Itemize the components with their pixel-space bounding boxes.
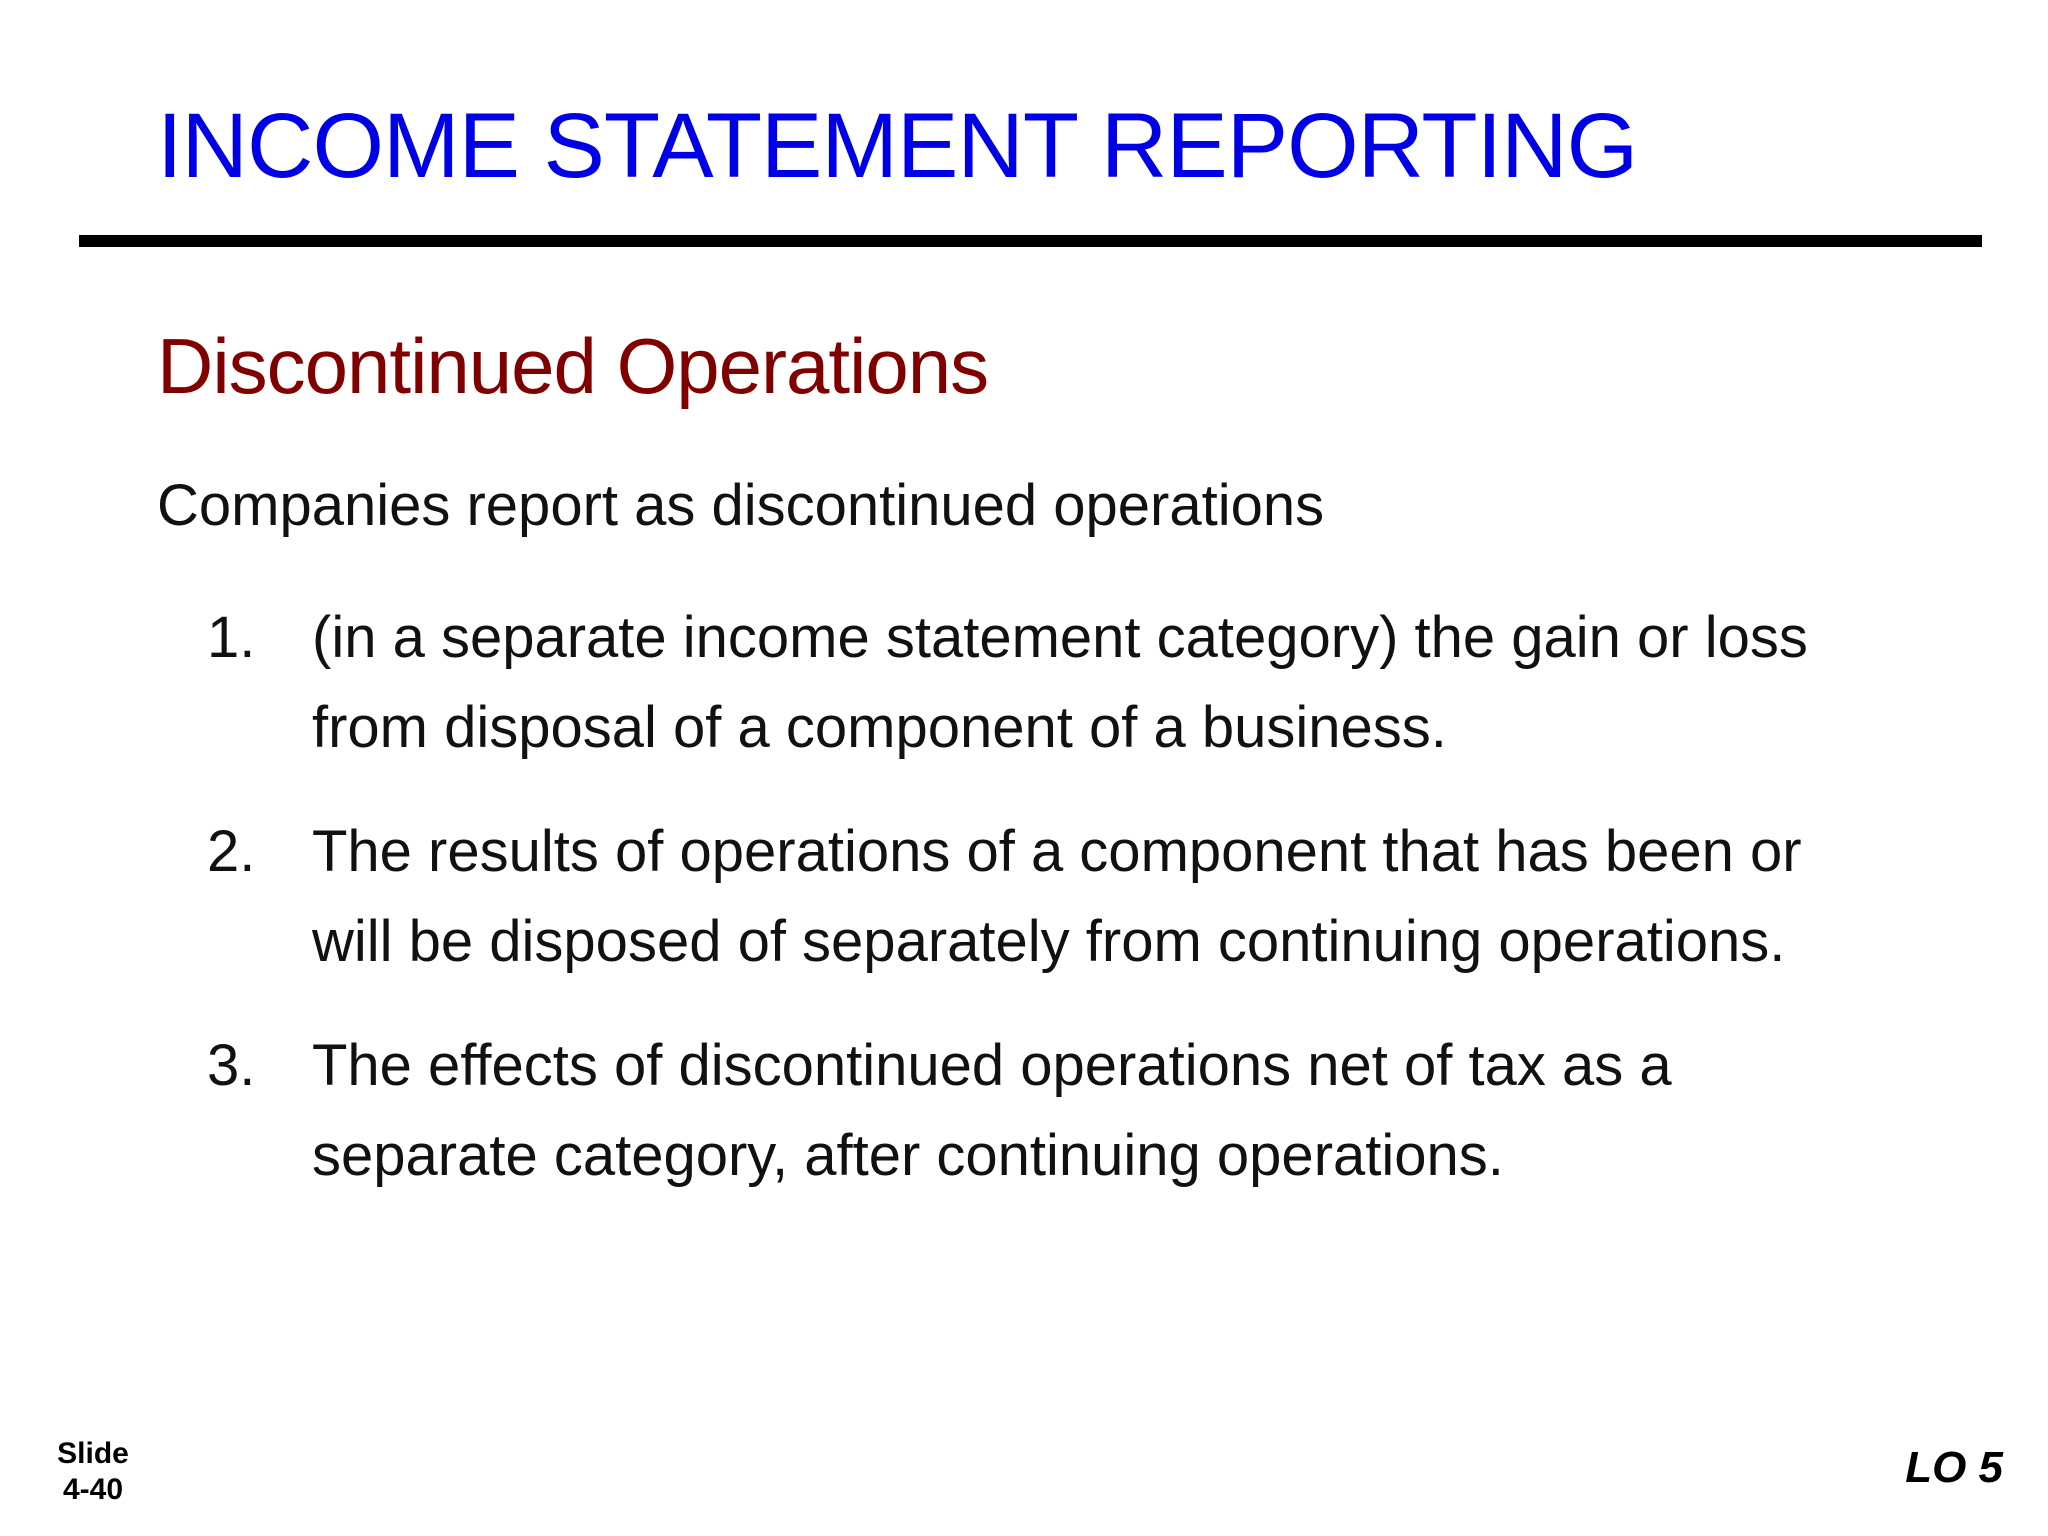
list-item-line: from disposal of a component of a business.: [312, 695, 1447, 760]
list-item: [207, 593, 1907, 773]
list-item-line: will be disposed of separately from continuing operations.: [312, 909, 1786, 974]
title-divider: [79, 235, 1982, 247]
slide-number-label: [48, 1436, 138, 1508]
slide-title: INCOME STATEMENT REPORTING: [157, 95, 1638, 197]
section-heading: Discontinued Operations: [157, 322, 989, 410]
slide-number: 4-40: [62, 1473, 124, 1506]
slide-word: Slide: [57, 1437, 129, 1470]
intro-text: Companies report as discontinued operations: [157, 473, 1325, 538]
list-item-line: The results of operations of a component that has been or: [312, 819, 1802, 884]
list-item-line: (in a separate income statement category) the gain or loss: [312, 605, 1808, 670]
list-item: [207, 807, 1907, 987]
list-item-number: 1.: [207, 605, 256, 670]
list-item-line: The effects of discontinued operations net of tax as a: [312, 1033, 1672, 1098]
list-item: [207, 1021, 1907, 1201]
list-item-number: 2.: [207, 819, 256, 884]
learning-objective-label: LO 5: [1905, 1443, 2003, 1492]
list-item-line: separate category, after continuing operations.: [312, 1123, 1504, 1188]
list-item-number: 3.: [207, 1033, 256, 1098]
